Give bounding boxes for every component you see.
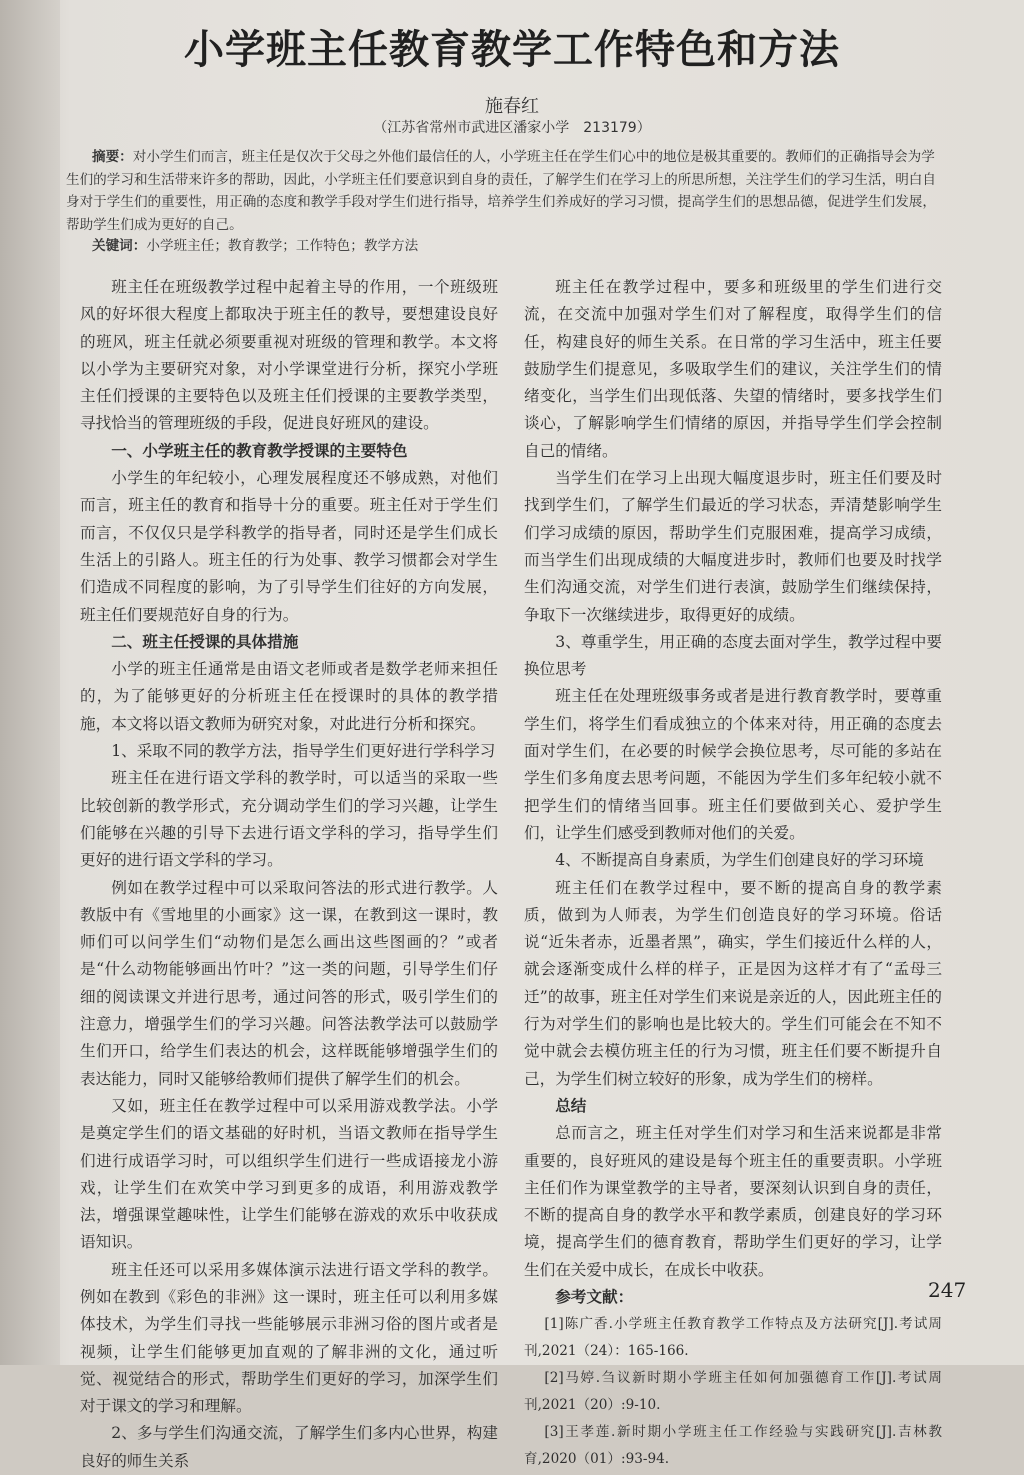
section-heading: 二、班主任授课的具体措施: [111, 632, 299, 651]
paragraph: 小学生的年纪较小，心理发展程度还不够成熟，对他们而言，班主任的教育和指导十分的重要。班主任对于学生们而言，不仅仅只是学科教学的指导者，同时还是学生们成长生活上的引路人。班主任的行为处事、教学习惯都会对学生们造成不同程度的影响，为了引导学生们往好的方向发展，班主任们要规范好自身的行为。: [80, 469, 498, 624]
subsection-heading: 2、多与学生们沟通交流，了解学生们多内心世界，构建良好的师生关系: [80, 1424, 498, 1470]
reference-item: [2]马婷.刍议新时期小学班主任如何加强德育工作[J].考试周刊,2021（20）:9-10.: [524, 1370, 942, 1414]
paragraph: 当学生们在学习上出现大幅度退步时，班主任们要及时找到学生们，了解学生们最近的学习状态，弄清楚影响学生们学习成绩的原因，帮助学生们克服困难，提高学习成绩，而当学生们出现成绩的大幅度进步时，教师们也要及时找学生们沟通交流，对学生们进行表演，鼓励学生们继续保持，争取下一次继续进步，取得更好的成绩。: [524, 469, 942, 624]
paragraph: 班主任们在教学过程中，要不断的提高自身的教学素质，做到为人师表，为学生们创造良好的学习环境。俗话说“近朱者赤，近墨者黑”，确实，学生们接近什么样的人，就会逐渐变成什么样的样子，正是因为这样才有了“孟母三迁”的故事，班主任对学生们来说是亲近的人，因此班主任的行为对学生们的影响也是比较大的。学生们可能会在不知不觉中就会去模仿班主任的行为习惯，班主任们要不断提升自己，为学生们树立较好的形象，成为学生们的榜样。: [524, 878, 942, 1088]
paragraph: 班主任在教学过程中，要多和班级里的学生们进行交流，在交流中加强对学生们对了解程度，取得学生们的信任，构建良好的师生关系。在日常的学习生活中，班主任要鼓励学生们提意见，多吸取学生们的建议，关注学生们的情绪变化，当学生们出现低落、失望的情绪时，要多找学生们谈心，了解影响学生们情绪的原因，并指导学生们学会控制自己的情绪。: [524, 278, 942, 460]
paragraph: 班主任在进行语文学科的教学时，可以适当的采取一些比较创新的教学形式，充分调动学生们的学习兴趣，让学生们能够在兴趣的引导下去进行语文学科的学习，指导学生们更好的进行语文学科的学习。: [80, 769, 498, 870]
subsection-heading: 3、尊重学生，用正确的态度去面对学生，教学过程中要换位思考: [524, 632, 942, 679]
page-number: 247: [928, 1278, 967, 1302]
right-column: [524, 274, 942, 1473]
reference-item: [1]陈广香.小学班主任教育教学工作特点及方法研究[J].考试周刊,2021（24）：165-166.: [524, 1316, 942, 1360]
article-author: 施春红: [485, 96, 539, 117]
abstract: [66, 146, 946, 236]
paragraph: 班主任在班级教学过程中起着主导的作用，一个班级班风的好坏很大程度上都取决于班主任的教导，要想建设良好的班风，班主任就必须要重视对班级的管理和教学。本文将以小学为主要研究对象，对小学课堂进行分析，探究小学班主任们授课的主要特色以及班主任们授课的主要教学类型，寻找恰当的管理班级的手段，促进良好班风的建设。: [80, 278, 498, 433]
subsection-heading: 1、采取不同的教学方法，指导学生们更好进行学科学习: [111, 742, 496, 761]
paragraph: 又如，班主任在教学过程中可以采用游戏教学法。小学是奠定学生们的语文基础的好时机，当语文教师在指导学生们进行成语学习时，可以组织学生们进行一些成语接龙小游戏，让学生们在欢笑中学习到更多的成语，利用游戏教学法，增强课堂趣味性，让学生们能够在游戏的欢乐中收获成语知识。: [80, 1096, 498, 1252]
summary-heading: 总结: [555, 1096, 587, 1115]
facing-page-edge: [0, 0, 60, 1365]
keywords-label: 关键词：: [92, 238, 147, 254]
abstract-text: 对小学生们而言，班主任是仅次于父母之外他们最信任的人，小学班主任在学生们心中的地位是极其重要的。教师们的正确指导会为学生们的学习和生活带来许多的帮助，因此，小学班主任们要意识到自身的责任，了解学生们在学习上的所思所想，关注学生们的学习生活，明白自身对于学生们的重要性，用正确的态度和教学手段对学生们进行指导，培养学生们养成好的学习习惯，提高学生们的思想品德，促进学生们发展，帮助学生们成为更好的自己。: [66, 149, 936, 233]
reference-list: [524, 1311, 942, 1473]
paragraph: 总而言之，班主任对学生们对学习和生活来说都是非常重要的，良好班风的建设是每个班主任的重要责职。小学班主任们作为课堂教学的主导者，要深刻认识到自身的责任，不断的提高自身的教学水平和教学素质，创建良好的学习环境，提高学生们的德育教育，帮助学生们更好的学习，让学生们在关爱中成长，在成长中收获。: [524, 1124, 942, 1279]
abstract-label: 摘要：: [92, 149, 133, 165]
author-affiliation: （江苏省常州市武进区潘家小学 213179）: [373, 120, 651, 136]
section-heading: 一、小学班主任的教育教学授课的主要特色: [111, 441, 408, 460]
reference-item: [3]王孝莲.新时期小学班主任工作经验与实践研究[J].吉林教育,2020（01）:93-94.: [524, 1424, 942, 1468]
paragraph: 小学的班主任通常是由语文老师或者是数学老师来担任的，为了能够更好的分析班主任在授课时的具体的教学措施，本文将以语文教师为研究对象，对此进行分析和探究。: [80, 660, 498, 733]
paragraph: 班主任在处理班级事务或者是进行教育教学时，要尊重学生们，将学生们看成独立的个体来对待，用正确的态度去面对学生们，在必要的时候学会换位思考，尽可能的多站在学生们多角度去思考问题，不能因为学生们多年纪较小就不把学生们的情绪当回事。班主任们要做到关心、爱护学生们，让学生们感受到教师对他们的关爱。: [524, 687, 942, 842]
paragraph: 例如在教学过程中可以采取问答法的形式进行教学。人教版中有《雪地里的小画家》这一课，在教到这一课时，教师们可以问学生们“动物们是怎么画出这些图画的？”或者是“什么动物能够画出竹叶？”这一类的问题，引导学生们仔细的阅读课文并进行思考，通过问答的形式，吸引学生们的注意力，增强学生们的学习兴趣。问答法教学法可以鼓励学生们开口，给学生们表达的机会，这样既能够增强学生们的表达能力，同时又能够给教师们提供了解学生们的机会。: [80, 878, 498, 1088]
paragraph: 班主任还可以采用多媒体演示法进行语文学科的教学。例如在教到《彩色的非洲》这一课时，班主任可以利用多媒体技术，为学生们寻找一些能够展示非洲习俗的图片或者是视频，让学生们能够更加直观的了解非洲的文化，通过听觉、视觉结合的形式，帮助学生们更好的学习，加深学生们对于课文的学习和理解。: [80, 1260, 498, 1416]
keywords-text: 小学班主任；教育教学；工作特色；教学方法: [146, 238, 419, 254]
keywords: [92, 234, 952, 254]
article-title: 小学班主任教育教学工作特色和方法: [184, 26, 840, 73]
subsection-heading: 4、不断提高自身素质，为学生们创建良好的学习环境: [555, 851, 924, 870]
left-column: [80, 274, 498, 1475]
references-heading: 参考文献：: [555, 1287, 634, 1306]
